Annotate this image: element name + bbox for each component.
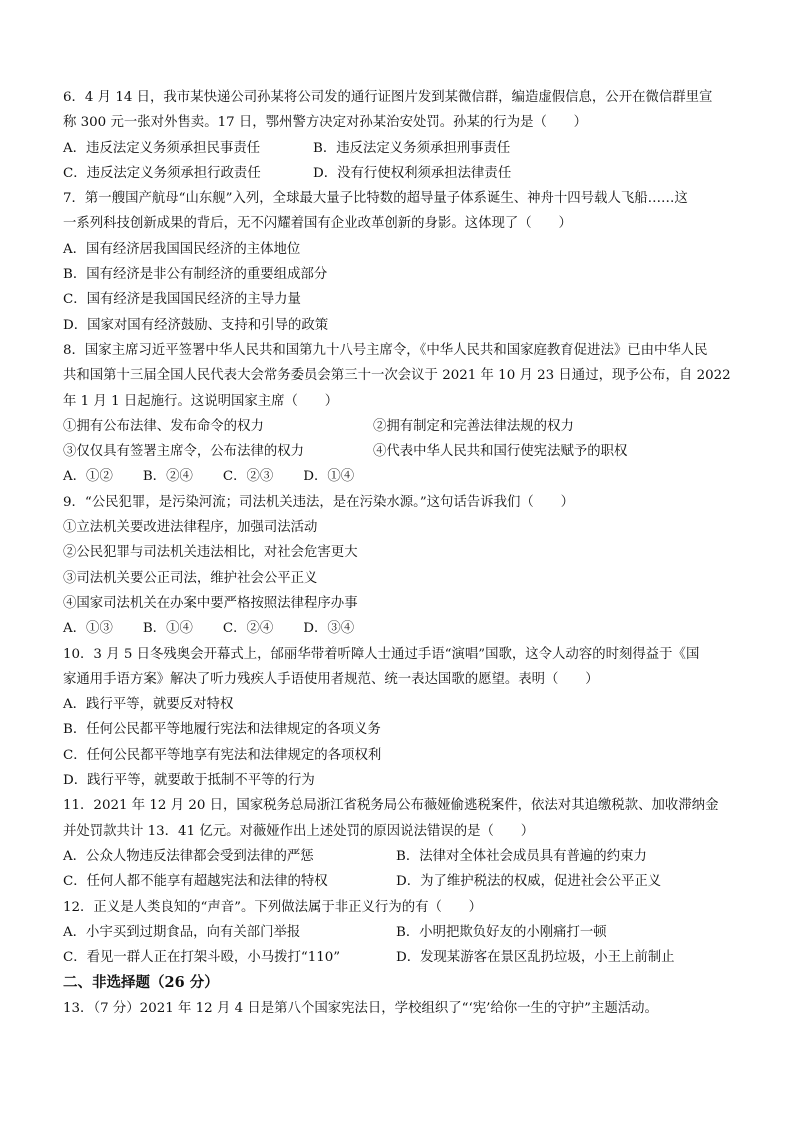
q11-options-row2 [63, 869, 735, 894]
q8-stem-line2: 共和国第十三届全国人民代表大会常务委员会第三十一次会议于 2021 年 10 月 23 日通过，现予公布，自 2022 [63, 368, 731, 384]
q8-statement-3: ③仅仅具有签署主席令，公布法律的权力 [63, 444, 305, 460]
q8-options [63, 464, 735, 489]
q6-option-b: B．违反法定义务须承担刑事责任 [313, 140, 511, 156]
q10-option-b: B．任何公民都平等地履行宪法和法律规定的各项义务 [63, 722, 381, 738]
q12-option-d: D．发现某游客在景区乱扔垃圾，小王上前制止 [396, 950, 675, 966]
q8-option-b: B．②④ [142, 469, 193, 485]
q9-statement-2: ②公民犯罪与司法机关违法相比，对社会危害更大 [63, 545, 358, 561]
q11-stem-line1: 11．2021 年 12 月 20 日，国家税务总局浙江省税务局公布薇娅偷逃税案件，依法对其追缴税款、加收滞纳金 [63, 798, 719, 814]
q9-option-d: D．③④ [303, 621, 355, 637]
q8-statement-4: ④代表中华人民共和国行使宪法赋予的职权 [373, 444, 628, 460]
q8-stem-line1: 8．国家主席习近平签署中华人民共和国第九十八号主席令，《中华人民共和国家庭教育促进法》已由中华人民 [63, 342, 708, 358]
q10-option-c: C．任何公民都平等地享有宪法和法律规定的各项权利 [63, 747, 382, 763]
q12-option-b: B．小明把欺负好友的小刚痛打一顿 [396, 924, 607, 940]
q11-options-row1 [63, 844, 735, 869]
q6-stem-line1: 6．4 月 14 日，我市某快递公司孙某将公司发的通行证图片发到某微信群，编造虚假信息，公开在微信群里宣 [63, 90, 713, 105]
q9-option-b: B．①④ [142, 621, 193, 637]
q6-option-c: C．违反法定义务须承担行政责任 [63, 165, 261, 181]
q9-statement-4: ④国家司法机关在办案中要严格按照法律程序办事 [63, 595, 358, 611]
q7-option-a: A．国有经济居我国国民经济的主体地位 [63, 241, 301, 257]
q8-stem-line3: 年 1 月 1 日起施行。这说明国家主席（ ） [63, 393, 339, 409]
q12-stem-line1: 12．正义是人类良知的“声音”。下列做法属于非正义行为的有（ ） [63, 899, 483, 915]
q10-option-d: D．践行平等，就要敢于抵制不平等的行为 [63, 773, 315, 789]
q8-statement-2: ②拥有制定和完善法律法规的权力 [373, 418, 574, 434]
q9-statement-1: ①立法机关要改进法律程序，加强司法活动 [63, 520, 318, 536]
q6-option-d: D．没有行使权利须承担法律责任 [313, 165, 512, 181]
q9-option-c: C．②④ [222, 621, 274, 637]
exam-page [63, 85, 735, 1021]
q8-statement-1: ①拥有公布法律、发布命令的权力 [63, 418, 264, 434]
q9-options [63, 616, 735, 641]
q11-option-b: B．法律对全体社会成员具有普遍的约束力 [396, 848, 647, 864]
q7-option-c: C．国有经济是我国国民经济的主导力量 [63, 292, 301, 308]
q8-option-c: C．②③ [222, 469, 274, 485]
q8-option-a: A．①② [63, 469, 113, 485]
q12-option-c: C．看见一群人正在打架斗殴，小马拨打“110” [63, 950, 341, 966]
q6-option-a: A．违反法定义务须承担民事责任 [63, 140, 261, 156]
q13-stem-line1: 13．（7 分）2021 年 12 月 4 日是第八个国家宪法日，学校组织了“‘宪’给你一生的守护”主题活动。 [63, 1000, 658, 1016]
q10-stem-line1: 10．3 月 5 日冬残奥会开幕式上，邰丽华带着听障人士通过手语“演唱”国歌，这令人动容的时刻得益于《国 [63, 646, 700, 662]
q6-options-row1 [63, 136, 735, 161]
q8-statements-row2 [63, 439, 735, 464]
q7-stem-line1: 7．第一艘国产航母“山东舰”入列，全球最大量子比特数的超导量子体系诞生、神舟十四号载人飞船……这 [63, 191, 688, 207]
q7-option-d: D．国家对国有经济鼓励、支持和引导的政策 [63, 317, 329, 333]
q11-option-d: D．为了维护税法的权威，促进社会公平正义 [396, 874, 662, 890]
q8-option-d: D．①④ [303, 469, 355, 485]
q8-statements-row1 [63, 414, 735, 439]
q7-stem-line2: 一系列科技创新成果的背后，无不闪耀着国有企业改革创新的身影。这体现了（ ） [63, 216, 572, 232]
q10-option-a: A．践行平等，就要反对特权 [63, 697, 234, 713]
q11-option-c: C．任何人都不能享有超越宪法和法律的特权 [63, 874, 328, 890]
q12-options-row2 [63, 945, 735, 970]
q6-stem-line2: 称 300 元一张对外售卖。17 日，鄂州警方决定对孙某治安处罚。孙某的行为是（ ） [63, 115, 588, 131]
q6-options-row2 [63, 161, 735, 186]
q10-stem-line2: 家通用手语方案》解决了听力残疾人手语使用者规范、统一表达国歌的愿望。表明（ ） [63, 671, 599, 687]
q12-options-row1 [63, 920, 735, 945]
q9-stem-line1: 9．“公民犯罪，是污染河流；司法机关违法，是在污染水源。”这句话告诉我们（ ） [63, 494, 574, 510]
q11-stem-line2: 并处罚款共计 13．41 亿元。对薇娅作出上述处罚的原因说法错误的是（ ） [63, 823, 535, 839]
q12-option-a: A．小宇买到过期食品，向有关部门举报 [63, 924, 301, 940]
q7-option-b: B．国有经济是非公有制经济的重要组成部分 [63, 267, 328, 283]
q9-option-a: A．①③ [63, 621, 113, 637]
q11-option-a: A．公众人物违反法律都会受到法律的严惩 [63, 848, 314, 864]
q9-statement-3: ③司法机关要公正司法，维护社会公平正义 [63, 570, 318, 586]
section-title: 二、非选择题（26 分） [63, 974, 219, 992]
